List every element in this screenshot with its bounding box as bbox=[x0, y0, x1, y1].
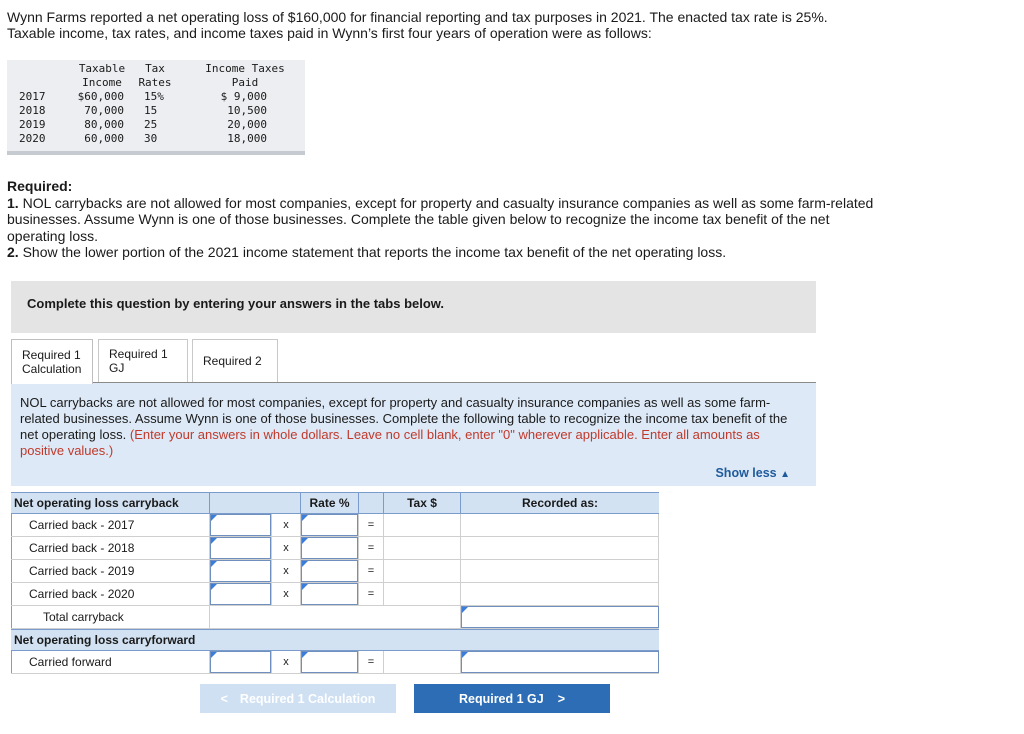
show-less-link[interactable] bbox=[715, 465, 790, 483]
tab-required-2[interactable] bbox=[192, 339, 278, 382]
amount-input[interactable] bbox=[209, 583, 271, 605]
rate: 25 bbox=[144, 118, 158, 131]
year: 2018 bbox=[19, 104, 46, 117]
prev-button[interactable] bbox=[200, 684, 396, 713]
header-amount bbox=[209, 493, 300, 513]
rate: 30 bbox=[144, 132, 158, 145]
rate-input[interactable] bbox=[300, 560, 358, 582]
tax-cell bbox=[383, 537, 460, 559]
year: 2019 bbox=[19, 118, 46, 131]
panel-instruction: (Enter your answers in whole dollars. Leave no cell blank, enter "0" wherever applicable. Enter all amounts as positive values.) bbox=[20, 427, 760, 458]
tab-label: Required 2 bbox=[203, 354, 262, 368]
required-section bbox=[7, 178, 887, 261]
equals-sign: = bbox=[358, 651, 383, 673]
required-item-2 bbox=[7, 244, 887, 261]
recorded-cell bbox=[460, 514, 659, 536]
row-label: Carried back - 2018 bbox=[11, 537, 209, 559]
carryforward-row bbox=[11, 651, 659, 674]
header-op bbox=[358, 493, 383, 513]
equals-sign: = bbox=[358, 560, 383, 582]
tab-label-line-1: Required 1 bbox=[22, 348, 81, 362]
year: 2020 bbox=[19, 132, 46, 145]
header-taxable-income-2: Income bbox=[82, 76, 122, 89]
tab-label-line-2: Calculation bbox=[22, 362, 82, 376]
tab-required-1-gj[interactable] bbox=[98, 339, 188, 382]
recorded-cell bbox=[460, 560, 659, 582]
income: 70,000 bbox=[84, 104, 124, 117]
item-number: 2. bbox=[7, 244, 19, 260]
tax-cell bbox=[383, 560, 460, 582]
times-sign: x bbox=[271, 651, 300, 673]
equals-sign: = bbox=[358, 537, 383, 559]
header-carryforward: Net operating loss carryforward bbox=[14, 633, 196, 647]
grid-header-row bbox=[11, 492, 659, 514]
rate-input[interactable] bbox=[300, 537, 358, 559]
triangle-up-icon: ▲ bbox=[780, 469, 790, 480]
tab-required-1-calculation[interactable] bbox=[11, 339, 93, 384]
amount-input[interactable] bbox=[209, 514, 271, 536]
rate-input[interactable] bbox=[300, 514, 358, 536]
rate: 15 bbox=[144, 104, 158, 117]
header-recorded: Recorded as: bbox=[460, 493, 659, 513]
income: $60,000 bbox=[77, 90, 124, 103]
rate: 15% bbox=[144, 90, 164, 103]
paid: 18,000 bbox=[227, 132, 267, 145]
chevron-left-icon: < bbox=[220, 691, 228, 706]
rate-input[interactable] bbox=[300, 651, 358, 673]
header-taxes-paid-1: Income Taxes bbox=[205, 62, 285, 75]
equals-sign: = bbox=[358, 514, 383, 536]
tax-cell bbox=[383, 583, 460, 605]
intro-line-1: Wynn Farms reported a net operating loss of $160,000 for financial reporting and tax purposes in 2021. The enacted tax rate is 25%. bbox=[7, 9, 828, 25]
intro-line-2: Taxable income, tax rates, and income taxes paid in Wynn’s first four years of operation were as follows: bbox=[7, 25, 652, 41]
income: 80,000 bbox=[84, 118, 124, 131]
table-row bbox=[11, 514, 659, 537]
header-rate: Rate % bbox=[300, 493, 358, 513]
times-sign: x bbox=[271, 537, 300, 559]
carryback-grid bbox=[11, 492, 659, 674]
prev-label: Required 1 Calculation bbox=[239, 691, 376, 706]
show-less-label: Show less bbox=[715, 466, 777, 480]
paid: $ 9,000 bbox=[220, 90, 267, 103]
header-taxable-income-1: Taxable bbox=[78, 62, 126, 75]
total-row bbox=[11, 606, 659, 629]
table-row bbox=[11, 560, 659, 583]
row-label: Carried back - 2017 bbox=[11, 514, 209, 536]
amount-input[interactable] bbox=[209, 537, 271, 559]
header-tax-rates-2: Rates bbox=[138, 76, 172, 89]
paid: 20,000 bbox=[227, 118, 267, 131]
total-input[interactable] bbox=[460, 606, 659, 628]
tax-cell bbox=[383, 514, 460, 536]
header-tax-rates-1: Tax bbox=[145, 62, 165, 75]
times-sign: x bbox=[271, 514, 300, 536]
recorded-input[interactable] bbox=[460, 651, 659, 673]
amount-input[interactable] bbox=[209, 560, 271, 582]
next-button[interactable] bbox=[414, 684, 610, 713]
question-panel bbox=[11, 383, 816, 486]
item-text: Show the lower portion of the 2021 income statement that reports the income tax benefit of the net operating loss. bbox=[22, 244, 727, 260]
intro-text bbox=[7, 9, 1007, 41]
header-carryback: Net operating loss carryback bbox=[14, 496, 179, 510]
row-label: Carried forward bbox=[11, 651, 209, 673]
panel-text: NOL carrybacks are not allowed for most companies, except for property and casualty insurance companies as well as some farm-related businesses. Assume Wynn is one of those businesses. Complete the following table to recognize the income tax benefit of the net operating loss. bbox=[20, 395, 788, 442]
header-tax: Tax $ bbox=[383, 493, 460, 513]
rate-input[interactable] bbox=[300, 583, 358, 605]
total-blank bbox=[209, 606, 460, 628]
instructions-banner: Complete this question by entering your answers in the tabs below. bbox=[11, 281, 816, 333]
item-text: NOL carrybacks are not allowed for most companies, except for property and casualty insurance companies as well as some farm-related businesses. Assume Wynn is one of those businesses. Complete the table given below to recognize the income tax benefit of the net operating loss. bbox=[7, 194, 874, 244]
recorded-cell bbox=[460, 537, 659, 559]
income-tax-data-table bbox=[7, 60, 305, 155]
recorded-cell bbox=[460, 583, 659, 605]
tax-cell bbox=[383, 651, 460, 673]
next-label: Required 1 GJ bbox=[458, 691, 544, 706]
table-row bbox=[11, 583, 659, 606]
row-label: Carried back - 2020 bbox=[11, 583, 209, 605]
chevron-right-icon: > bbox=[557, 691, 566, 706]
required-heading: Required: bbox=[7, 178, 73, 194]
tab-label bbox=[22, 348, 81, 376]
item-number: 1. bbox=[7, 194, 19, 211]
table-row bbox=[11, 537, 659, 560]
amount-input[interactable] bbox=[209, 651, 271, 673]
paid: 10,500 bbox=[227, 104, 267, 117]
header-taxes-paid-2: Paid bbox=[231, 76, 259, 89]
tab-label: Required 1 GJ bbox=[109, 347, 168, 375]
total-label: Total carryback bbox=[11, 606, 209, 628]
times-sign: x bbox=[271, 560, 300, 582]
carryforward-header-row bbox=[11, 629, 659, 651]
row-label: Carried back - 2019 bbox=[11, 560, 209, 582]
times-sign: x bbox=[271, 583, 300, 605]
income: 60,000 bbox=[84, 132, 124, 145]
equals-sign: = bbox=[358, 583, 383, 605]
required-item-1 bbox=[7, 195, 887, 245]
year: 2017 bbox=[19, 90, 46, 103]
